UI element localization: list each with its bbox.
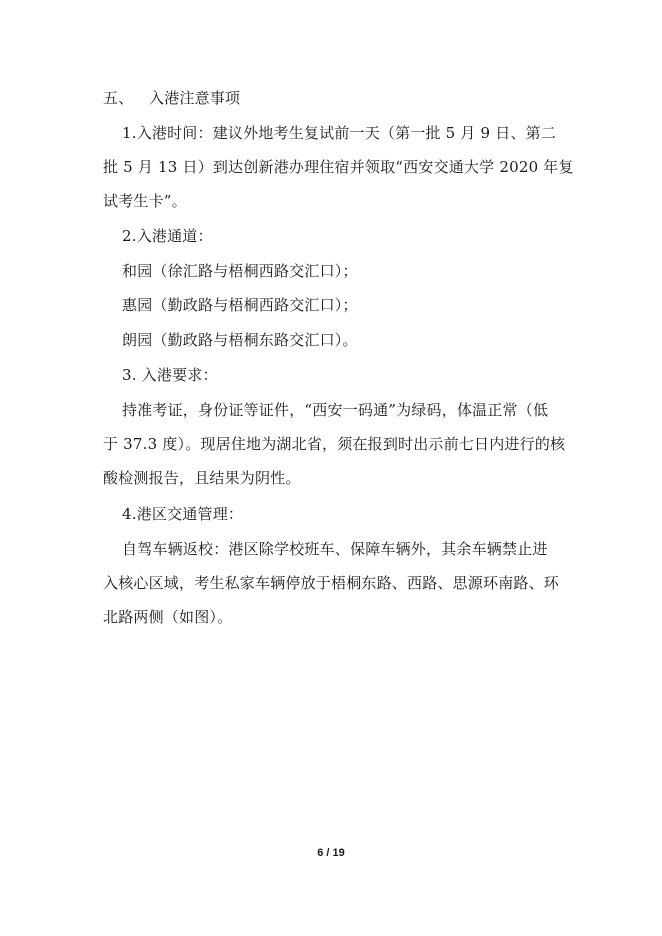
section-title: 入港注意事项 bbox=[149, 89, 241, 107]
subheading-entry-channels: 2.入港通道： bbox=[122, 227, 213, 245]
section-number: 五、 bbox=[103, 89, 134, 107]
paragraph-entry-time-line-2: 批 5 月 13 日）到达创新港办理住宿并领取“西安交通大学 2020 年复 bbox=[103, 158, 574, 176]
section-heading bbox=[103, 88, 240, 108]
paragraph-traffic-line-3: 北路两侧（如图）。 bbox=[103, 608, 233, 626]
paragraph-entry-time-line-1: 1.入港时间：建议外地考生复试前一天（第一批 5 月 9 日、第二 bbox=[122, 124, 557, 142]
paragraph-entry-time-line-3: 试考生卡”。 bbox=[103, 192, 187, 210]
paragraph-requirements-line-1: 持准考证，身份证等证件，“西安一码通”为绿码，体温正常（低 bbox=[122, 401, 549, 419]
channel-huiyuan: 惠园（勤政路与梧桐西路交汇口）； bbox=[122, 296, 358, 314]
channel-heyuan: 和园（徐汇路与梧桐西路交汇口）； bbox=[122, 262, 358, 280]
page-number: 6 / 19 bbox=[317, 847, 345, 859]
subheading-entry-requirements: 3. 入港要求： bbox=[122, 366, 218, 384]
subheading-traffic-management: 4.港区交通管理： bbox=[122, 505, 244, 523]
paragraph-traffic-line-2: 入核心区域，考生私家车辆停放于梧桐东路、西路、思源环南路、环 bbox=[103, 574, 560, 592]
paragraph-requirements-line-2: 于 37.3 度）。现居住地为湖北省，须在报到时出示前七日内进行的核 bbox=[103, 435, 566, 453]
channel-langyuan: 朗园（勤政路与梧桐东路交汇口）。 bbox=[122, 331, 358, 349]
paragraph-requirements-line-3: 酸检测报告，且结果为阴性。 bbox=[103, 469, 301, 487]
paragraph-traffic-line-1: 自驾车辆返校：港区除学校班车、保障车辆外，其余车辆禁止进 bbox=[122, 540, 548, 558]
